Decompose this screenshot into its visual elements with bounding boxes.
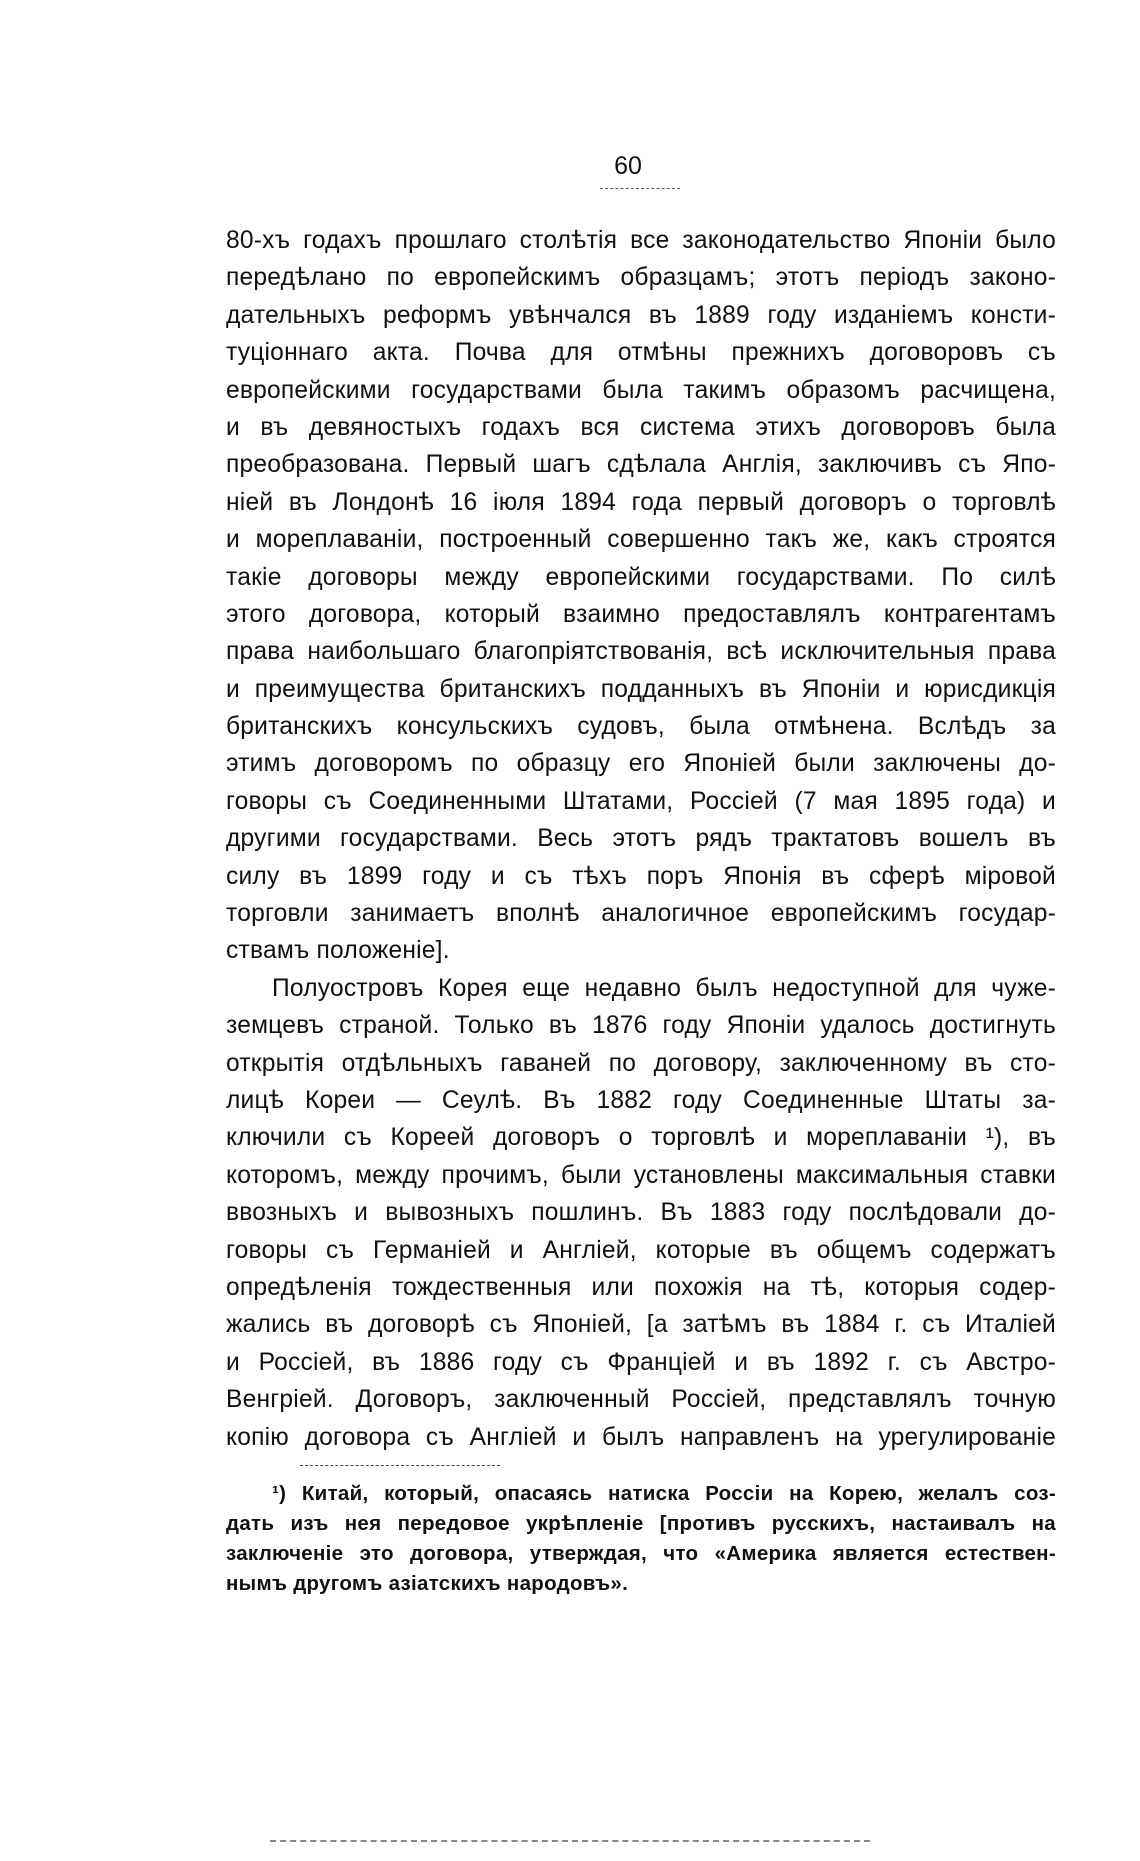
page-number-rule <box>600 188 680 189</box>
body-line: и мореплаваніи, построенный совершенно такъ же, какъ строятся <box>226 526 1056 554</box>
body-line: копію договора съ Англіей и былъ направленъ на урегулированіе <box>226 1423 1056 1451</box>
footnote-line: нымъ другомъ азіатскихъ народовъ». <box>226 1572 629 1595</box>
body-line: и въ девяностыхъ годахъ вся система этихъ договоровъ была <box>226 413 1056 441</box>
body-line: Венгріей. Договоръ, заключенный Россіей, представлялъ точную <box>226 1386 1056 1414</box>
body-line: силу въ 1899 году и съ тѣхъ поръ Японія въ сферѣ міровой <box>226 862 1056 890</box>
body-line: ствамъ положеніе]. <box>226 937 450 965</box>
body-line: такіе договоры между европейскими государствами. По силѣ <box>226 563 1056 591</box>
footnote <box>226 1479 1056 1599</box>
body-line: говоры съ Соединенными Штатами, Россіей (7 мая 1895 года) и <box>226 787 1056 815</box>
body-line: права наибольшаго благопріятствованія, всѣ исключительныя права <box>226 638 1056 666</box>
body-line: туціоннаго акта. Почва для отмѣны прежнихъ договоровъ съ <box>226 339 1056 367</box>
body-line: британскихъ консульскихъ судовъ, была отмѣнена. Вслѣдъ за <box>226 713 1056 741</box>
footnote-line: заключеніе это договора, утверждая, что «Америка является естествен- <box>226 1542 1056 1565</box>
body-line: этимъ договоромъ по образцу его Японіей были заключены до- <box>226 750 1056 778</box>
body-line: открытія отдѣльныхъ гаваней по договору, заключенному въ сто- <box>226 1049 1056 1077</box>
body-line: и преимущества британскихъ подданныхъ въ Японіи и юрисдикція <box>226 675 1056 703</box>
body-line: ключили съ Кореей договоръ о торговлѣ и мореплаваніи ¹), въ <box>226 1124 1056 1152</box>
body-line: ніей въ Лондонѣ 16 іюля 1894 года первый договоръ о торговлѣ <box>226 488 1056 516</box>
footnote-line: дать изъ нея передовое укрѣпленіе [противъ русскихъ, настаивалъ на <box>226 1512 1056 1535</box>
footnote-separator <box>300 1465 500 1466</box>
body-line: опредѣленія тождественныя или похожія на тѣ, которыя содер- <box>226 1273 1056 1301</box>
footnote-line: ¹) Китай, который, опасаясь натиска Россіи на Корею, желалъ соз- <box>272 1482 1056 1505</box>
body-line: торговли занимаетъ вполнѣ аналогичное европейскимъ государ- <box>226 900 1056 928</box>
body-line: Полуостровъ Корея еще недавно былъ недоступной для чуже- <box>272 974 1056 1002</box>
body-line: этого договора, который взаимно предоставлялъ контрагентамъ <box>226 600 1056 628</box>
bottom-scan-marks <box>270 1840 870 1842</box>
body-line: лицѣ Кореи — Сеулѣ. Въ 1882 году Соединенные Штаты за- <box>226 1086 1056 1114</box>
page-number: 60 <box>614 152 642 180</box>
body-line: говоры съ Германіей и Англіей, которые въ общемъ содержатъ <box>226 1236 1056 1264</box>
body-line: передѣлано по европейскимъ образцамъ; этотъ періодъ законо- <box>226 264 1056 292</box>
body-line: и Россіей, въ 1886 году съ Франціей и въ 1892 г. съ Австро- <box>226 1348 1056 1376</box>
body-line: 80-хъ годахъ прошлаго столѣтія все законодательство Японіи было <box>226 227 1056 254</box>
body-line: ввозныхъ и вывозныхъ пошлинъ. Въ 1883 году послѣдовали до- <box>226 1199 1056 1227</box>
body-line: которомъ, между прочимъ, были установлены максимальныя ставки <box>226 1161 1056 1189</box>
body-line: дательныхъ реформъ увѣнчался въ 1889 году изданіемъ консти- <box>226 301 1056 329</box>
body-text <box>226 222 1056 1456</box>
body-line: жались въ договорѣ съ Японіей, [а затѣмъ въ 1884 г. съ Италіей <box>226 1311 1056 1339</box>
body-line: земцевъ страной. Только въ 1876 году Японіи удалось достигнуть <box>226 1012 1056 1040</box>
body-line: другими государствами. Весь этотъ рядъ трактатовъ вошелъ въ <box>226 825 1056 853</box>
body-line: преобразована. Первый шагъ сдѣлала Англія, заключивъ съ Япо- <box>226 451 1056 479</box>
body-line: европейскими государствами была такимъ образомъ расчищена, <box>226 376 1056 404</box>
